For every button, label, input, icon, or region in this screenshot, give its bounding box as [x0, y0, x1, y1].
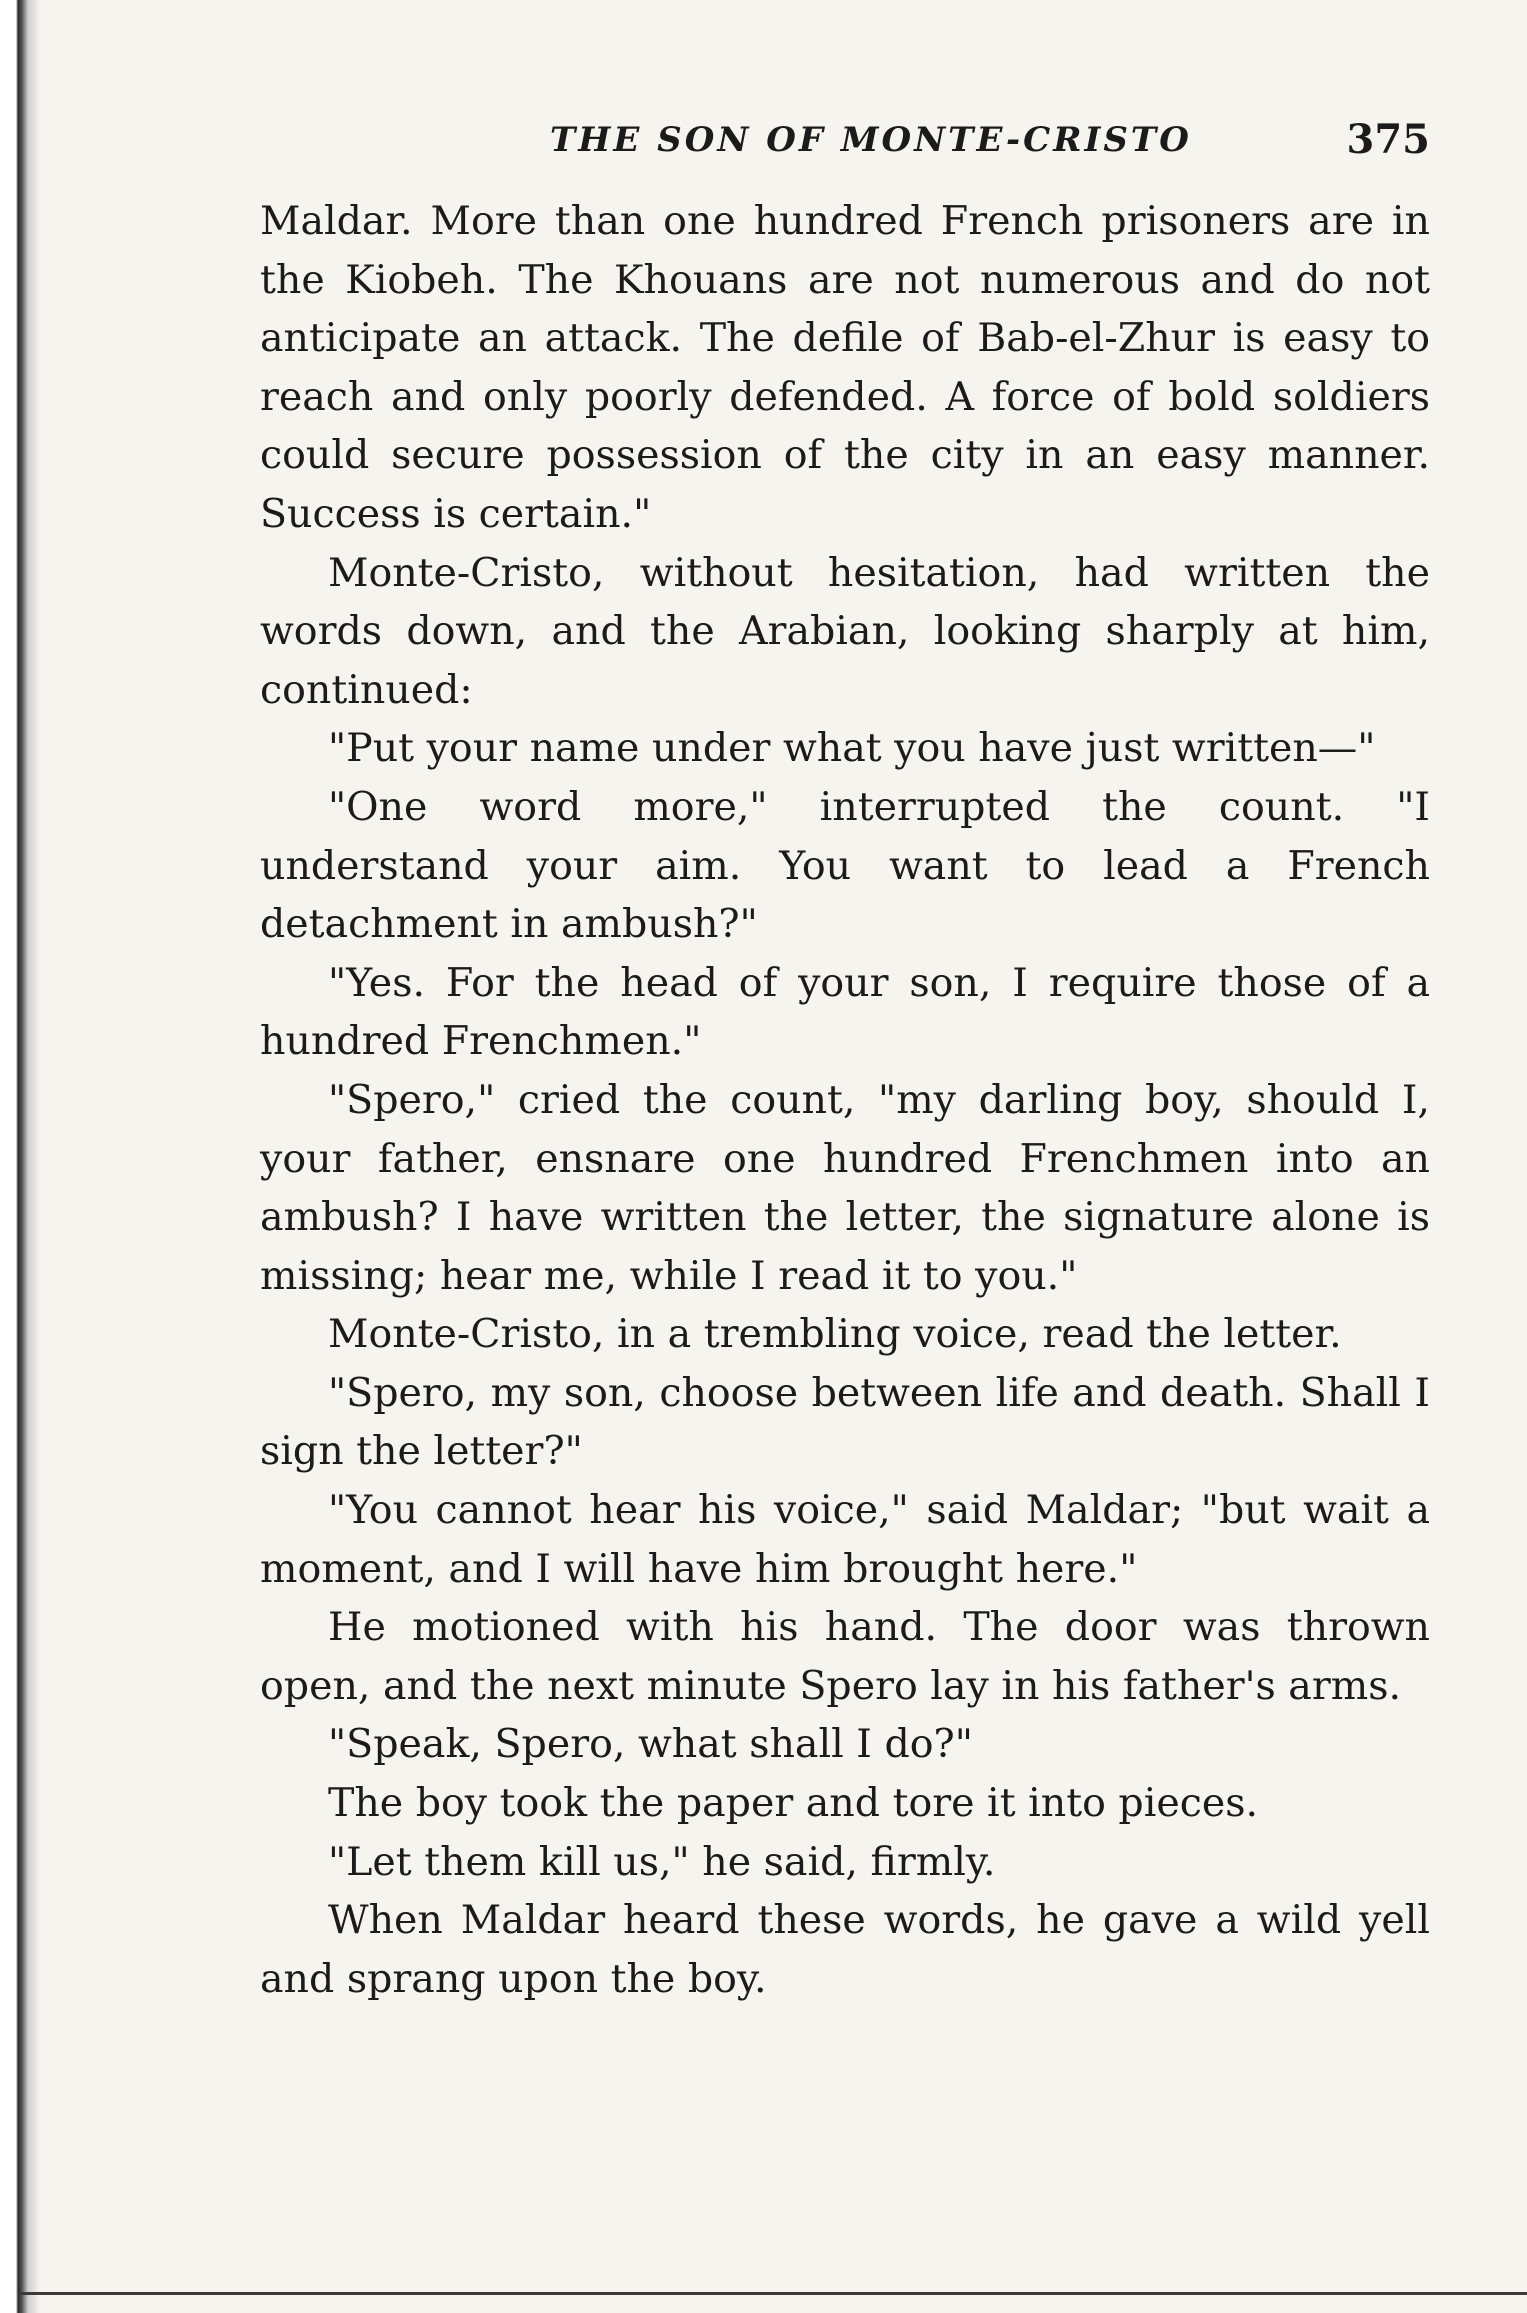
- page-number: 375: [1346, 116, 1430, 163]
- paragraph: Monte-Cristo, without hesitation, had written the words down, and the Arabian, looking sharply at him, continued:: [260, 549, 1430, 713]
- running-title: THE SON OF MONTE-CRISTO: [550, 120, 1192, 160]
- running-head: [260, 112, 1430, 182]
- bottom-edge-rule: [20, 2292, 1527, 2295]
- paragraph: "One word more," interrupted the count. "I understand your aim. You want to lead a French detachment in ambush?": [260, 783, 1430, 948]
- paragraph: "Speak, Spero, what shall I do?": [328, 1721, 973, 1768]
- book-page: [260, 112, 1430, 2008]
- paragraph: "Yes. For the head of your son, I require those of a hundred Frenchmen.": [260, 959, 1430, 1065]
- paragraph: "Spero, my son, choose between life and death. Shall I sign the letter?": [260, 1369, 1430, 1475]
- paragraph: Monte-Cristo, in a trembling voice, read the letter.: [328, 1311, 1342, 1358]
- paragraph: When Maldar heard these words, he gave a wild yell and sprang upon the boy.: [260, 1897, 1430, 2002]
- paragraph: "Let them kill us," he said, firmly.: [328, 1838, 996, 1885]
- paragraph: The boy took the paper and tore it into pieces.: [328, 1780, 1259, 1827]
- body-text: [260, 192, 1430, 2008]
- paragraph: "You cannot hear his voice," said Maldar; "but wait a moment, and I will have him brought here.": [260, 1487, 1430, 1592]
- paragraph: "Put your name under what you have just written—": [328, 725, 1376, 772]
- paragraph: "Spero," cried the count, "my darling boy, should I, your father, ensnare one hundred Frenchmen into an ambush? I have written the letter, the signature alone is missing; hear me, while I read it to you.": [260, 1076, 1430, 1299]
- book-spine-edge: [0, 0, 40, 2313]
- paragraph: Maldar. More than one hundred French prisoners are in the Kiobeh. The Khouans are not numerous and do not anticipate an attack. The defile of Bab-el-Zhur is easy to reach and only poorly defended. A force of bold soldiers could secure possession of the city in an easy manner. Success is certain.": [260, 198, 1430, 537]
- paragraph: He motioned with his hand. The door was thrown open, and the next minute Spero lay in his father's arms.: [260, 1604, 1430, 1709]
